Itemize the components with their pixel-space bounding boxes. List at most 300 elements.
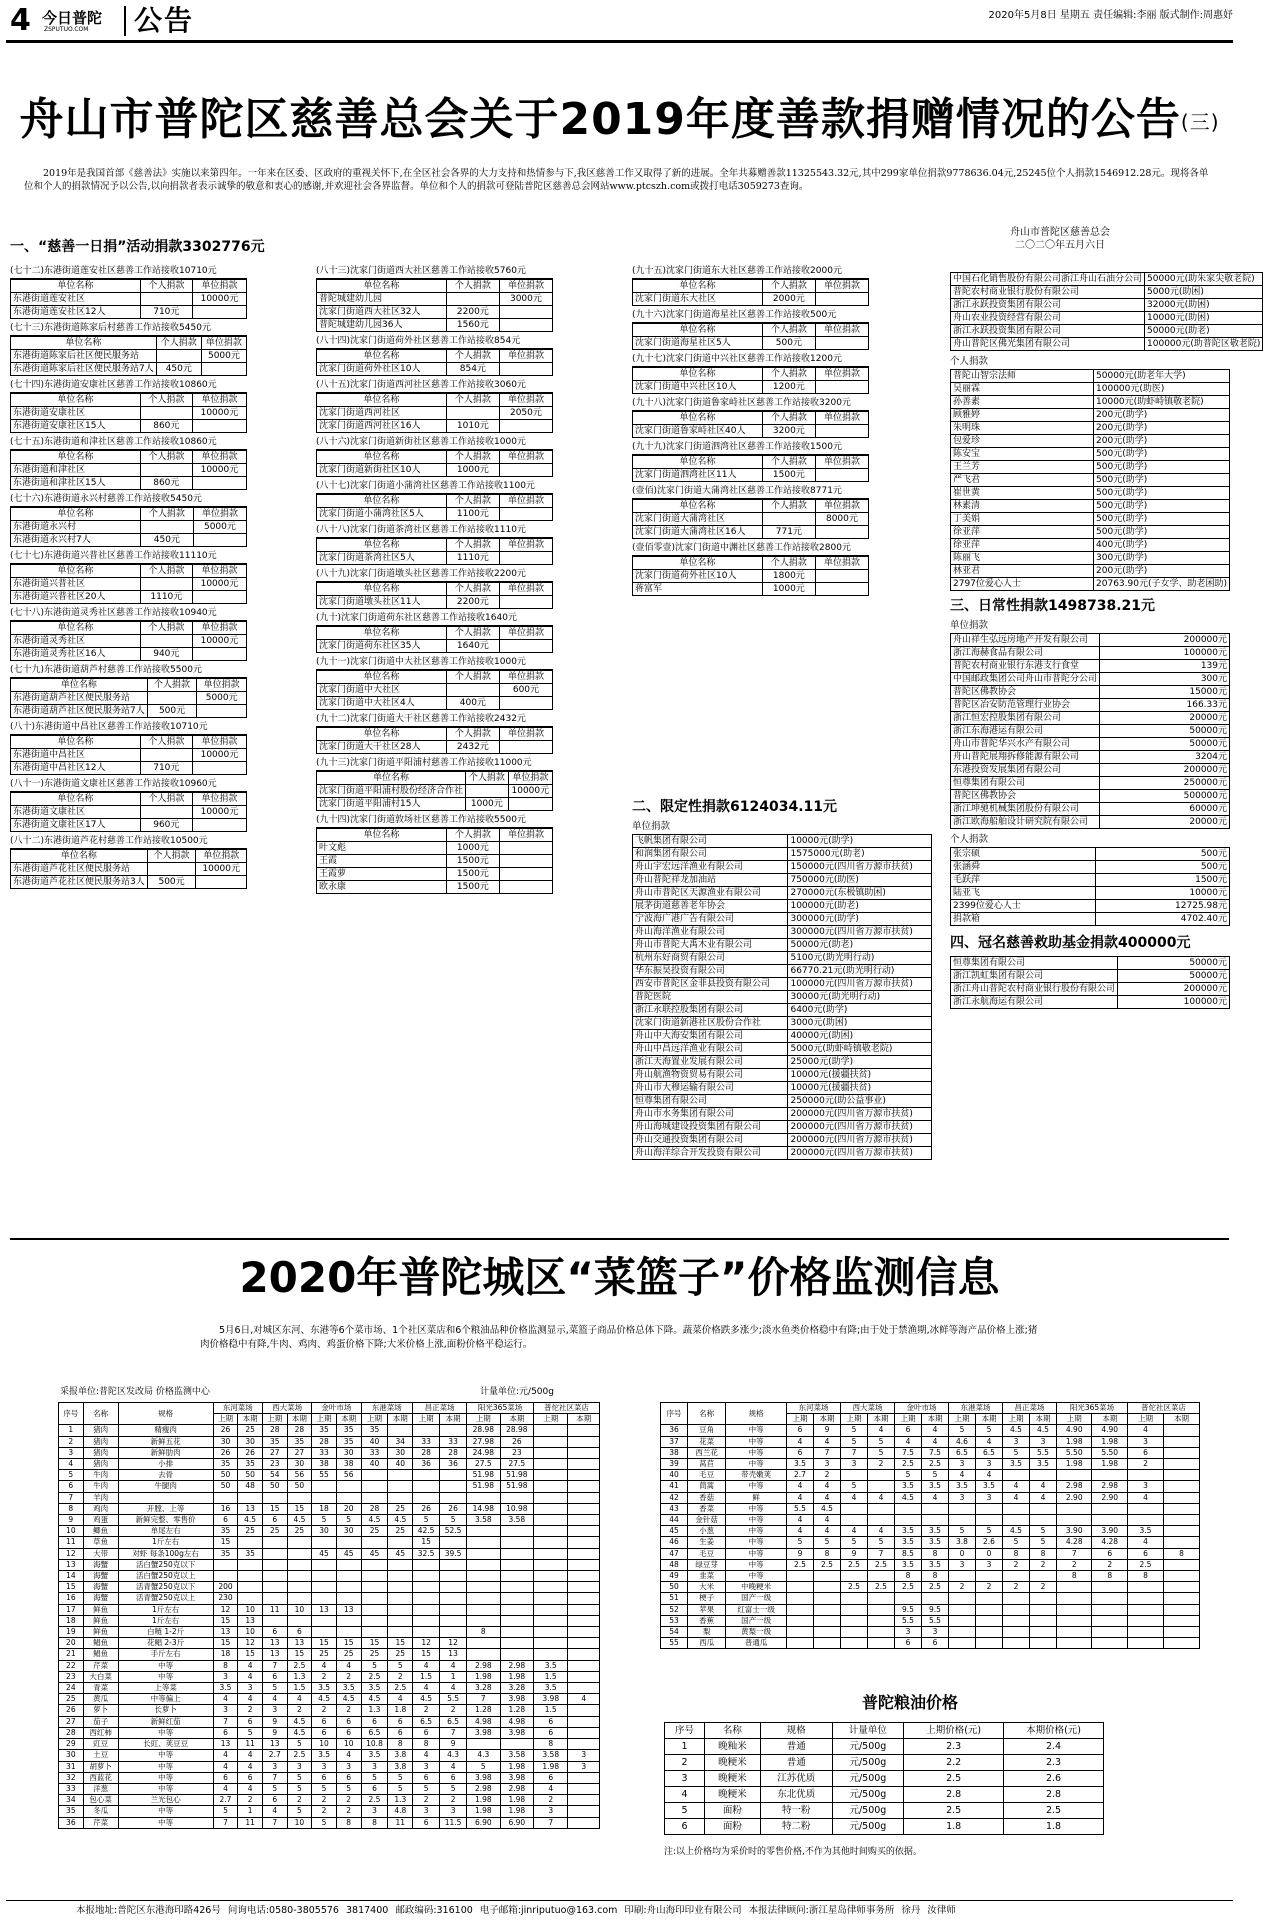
price-cell: 3.5: [895, 1537, 922, 1548]
table-row: [951, 790, 1230, 803]
price-cell: 40: [388, 1459, 413, 1470]
headline-text: 舟山市普陀区慈善总会关于2019年度善款捐赠情况的公告: [19, 94, 1181, 145]
price-cell: 4: [1030, 1481, 1057, 1492]
price-cell: [388, 1627, 413, 1638]
price-cell: 6: [262, 1515, 287, 1526]
row-number: 22: [59, 1660, 84, 1671]
price-cell: 45: [312, 1548, 337, 1559]
price-cell: 18: [312, 1503, 337, 1514]
price-cell: [388, 1425, 413, 1436]
donor-name: 沈家门街道东大社区: [633, 293, 763, 306]
person-amount: [446, 293, 499, 306]
price-cell: [534, 1470, 568, 1481]
price-cell: [949, 1638, 976, 1649]
price-cell: 4: [787, 1436, 814, 1447]
donor-name: 浙江东海港运有限公司: [951, 725, 1100, 738]
item-name: 梗子: [688, 1593, 726, 1604]
table-row: [951, 660, 1230, 673]
price-cell: 4: [213, 1761, 238, 1772]
price-cell: 2.5: [1127, 1559, 1163, 1570]
station-table: [632, 455, 869, 482]
price-cell: 4: [976, 1436, 1003, 1447]
header-unit-donation: 单位捐款: [499, 495, 552, 508]
donor-name: 捐款箱: [951, 913, 1096, 926]
price-cell: 3: [568, 1761, 600, 1772]
price-cell: 26: [238, 1447, 263, 1458]
price-cell: [1030, 1627, 1057, 1638]
unit-amount: [192, 420, 246, 433]
price-cell: [1163, 1425, 1199, 1436]
price-cell: 2.5: [841, 1559, 868, 1570]
row-number: 42: [661, 1492, 688, 1503]
price-cell: 25: [388, 1649, 413, 1660]
price-cell: 3.98: [500, 1772, 534, 1783]
station-header-row: [11, 508, 247, 521]
price-cell: 39.5: [440, 1548, 467, 1559]
item-name: 大白菜: [83, 1671, 118, 1682]
price-cell: 1.3: [388, 1795, 413, 1806]
header-unit-donation: 单位捐款: [815, 280, 868, 293]
price-cell: [868, 1627, 895, 1638]
price-cell: [262, 1593, 287, 1604]
item-grade: 国产一级: [726, 1615, 787, 1626]
item-grade: 中晚粳米: [726, 1582, 787, 1593]
price-cell: [976, 1638, 1003, 1649]
price-cell: [413, 1582, 440, 1593]
item-grade: 1斤左右: [118, 1604, 213, 1615]
item-grade: 中等: [726, 1503, 787, 1514]
table-row: [633, 835, 932, 848]
price-cell: 2: [238, 1795, 263, 1806]
station-table: [316, 494, 553, 521]
price-cell: [413, 1604, 440, 1615]
unit-amount: [499, 881, 552, 894]
price-cell: [814, 1582, 841, 1593]
price-cell: 26: [500, 1436, 534, 1447]
grain-header: 本期价格(元): [1004, 1723, 1104, 1739]
table-row: [59, 1436, 600, 1447]
price-cell: 1.28: [500, 1705, 534, 1716]
price-cell: 2: [413, 1705, 440, 1716]
price-cell: [568, 1481, 600, 1492]
price-cell: 50: [213, 1470, 238, 1481]
donor-name: 沈家门街道墩头社区11人: [317, 596, 447, 609]
donation-column-1: [10, 262, 247, 889]
donor-name: 沈家门街道西河社区16人: [317, 420, 447, 433]
price-cell: [467, 1526, 501, 1537]
price-cell: [336, 1582, 361, 1593]
daily-personal-table: [950, 847, 1230, 926]
row-number: 8: [59, 1503, 84, 1514]
price-cell: 34: [388, 1436, 413, 1447]
price-cell: 15: [213, 1615, 238, 1626]
table-row: [11, 477, 247, 490]
table-row: [951, 673, 1230, 686]
price-cell: 9: [440, 1739, 467, 1750]
table-row: [633, 1043, 932, 1056]
table-row: [951, 552, 1230, 565]
row-number: 55: [661, 1638, 688, 1649]
donor-name: 吴丽霖: [951, 383, 1094, 396]
donor-name: 东港街道中昌社区: [11, 749, 141, 762]
person-amount: 940元: [140, 648, 192, 661]
item-grade: 中等: [726, 1425, 787, 1436]
price-cell: [413, 1470, 440, 1481]
price-cell: 3.5: [1030, 1459, 1057, 1470]
price-cell: 5: [949, 1526, 976, 1537]
table-row: [11, 863, 247, 876]
price-cell: 4: [814, 1481, 841, 1492]
price-cell: 38: [312, 1459, 337, 1470]
donor-name: 舟山市普陀区天源渔业有限公司: [633, 887, 788, 900]
price-cell: [841, 1638, 868, 1649]
price-cell: [568, 1817, 600, 1828]
price-cell: 6: [895, 1638, 922, 1649]
table-row: [59, 1817, 600, 1828]
donor-name: 普陀农村商业银行股份有限公司: [951, 286, 1145, 299]
price-cell: 3: [1030, 1436, 1057, 1447]
donor-name: 浙江海赫食品有限公司: [951, 647, 1100, 660]
row-number: 11: [59, 1537, 84, 1548]
price-cell: 13: [213, 1739, 238, 1750]
price-cell: [568, 1604, 600, 1615]
price-cell: [976, 1615, 1003, 1626]
price-cell: 28: [312, 1436, 337, 1447]
price-cell: [287, 1537, 312, 1548]
price-cell: 28: [361, 1503, 388, 1514]
table-row: [11, 806, 247, 819]
price-cell: 4: [238, 1671, 263, 1682]
station-title: (八十七)沈家门街道小蒲湾社区慈善工作站接收1100元: [316, 480, 553, 494]
price-cell: 45: [361, 1548, 388, 1559]
price-cell: 28.98: [500, 1425, 534, 1436]
donation-amount: 200000元(四川省万源市扶贫): [788, 1108, 932, 1121]
header-person: 个人捐款: [762, 500, 815, 513]
price-cell: [922, 1515, 949, 1526]
station-table: [10, 279, 247, 319]
price-cell: [336, 1481, 361, 1492]
price-cell: [1057, 1515, 1092, 1526]
unit-amount: [192, 648, 246, 661]
row-number: 41: [661, 1481, 688, 1492]
prev-header: 上期: [1057, 1414, 1092, 1425]
price-cell: 2: [976, 1582, 1003, 1593]
item-name: 毛豆: [688, 1470, 726, 1481]
price-cell: 28: [262, 1425, 287, 1436]
price-cell: 30: [213, 1436, 238, 1447]
price-cell: 3.5: [922, 1559, 949, 1570]
price-cell: [787, 1582, 814, 1593]
table-row: [951, 526, 1230, 539]
price-cell: [1092, 1515, 1128, 1526]
price-cell: 8: [1092, 1571, 1128, 1582]
price-cell: [238, 1571, 263, 1582]
price-cell: 8: [361, 1817, 388, 1828]
price-cell: [287, 1492, 312, 1503]
item-grade: 鲜: [726, 1492, 787, 1503]
price-cell: 5: [841, 1425, 868, 1436]
donation-amount: 5000元(助困): [1145, 286, 1263, 299]
price-cell: [922, 1593, 949, 1604]
donor-name: 东港街道陈家后社区便民服务站7人: [11, 363, 157, 376]
price-cell: 3.5: [922, 1481, 949, 1492]
price-cell: [1092, 1604, 1128, 1615]
price-cell: 6.5: [413, 1716, 440, 1727]
price-cell: [568, 1716, 600, 1727]
newspaper-logo: 今日普陀: [42, 9, 103, 27]
price-cell: 51.98: [500, 1470, 534, 1481]
grain-cell: 晚籼米: [705, 1739, 761, 1755]
header-person: 个人捐款: [762, 324, 815, 337]
price-header: 规格: [726, 1403, 787, 1425]
person-amount: 1640元: [446, 640, 499, 653]
header-unit-donation: 单位捐款: [815, 324, 868, 337]
price-header: 名称: [688, 1403, 726, 1425]
price-cell: [868, 1503, 895, 1514]
header-unit-donation: 单位捐款: [192, 394, 246, 407]
price-cell: 6: [922, 1638, 949, 1649]
person-amount: 1560元: [446, 319, 499, 332]
price-cell: 11: [388, 1817, 413, 1828]
table-row: [951, 286, 1263, 299]
price-cell: [312, 1571, 337, 1582]
grain-cell: 2.5: [1004, 1803, 1104, 1819]
item-name: 猪肉: [83, 1425, 118, 1436]
prev-header: 上期: [361, 1414, 388, 1425]
section-2-title: 二、限定性捐款6124034.11元: [632, 799, 837, 815]
donation-amount: 5000元(助虾峙镇敬老院): [788, 1043, 932, 1056]
price-cell: 4: [238, 1660, 263, 1671]
table-row: [633, 1069, 932, 1082]
row-number: 34: [59, 1795, 84, 1806]
price-cell: [388, 1604, 413, 1615]
price-cell: 2: [336, 1795, 361, 1806]
price-cell: 4: [787, 1526, 814, 1537]
price-cell: 13: [262, 1739, 287, 1750]
price-cell: 3: [976, 1459, 1003, 1470]
price-cell: [500, 1615, 534, 1626]
price-cell: 3.5: [922, 1537, 949, 1548]
unit-amount: [192, 306, 246, 319]
table-row: [633, 913, 932, 926]
header-unit-donation: 单位捐款: [499, 451, 552, 464]
price-cell: 3: [336, 1761, 361, 1772]
price-cell: 33: [361, 1447, 388, 1458]
donor-name: 沈家门街道荷东社区35人: [317, 640, 447, 653]
donation-amount: 6400元(助学): [788, 1004, 932, 1017]
market-header: 昌正菜场: [413, 1403, 467, 1414]
person-amount: 1500元: [446, 881, 499, 894]
table-row: [317, 407, 553, 420]
donation-amount: 20763.90元(子女学、助老困助): [1094, 578, 1230, 591]
header-unit-donation: 单位捐款: [499, 350, 552, 363]
header-person: 个人捐款: [446, 829, 499, 842]
price-cell: 1.8: [388, 1705, 413, 1716]
table-row: [11, 648, 247, 661]
price-cell: 9.5: [895, 1604, 922, 1615]
price-cell: 5: [287, 1806, 312, 1817]
header-unit: 单位名称: [633, 557, 763, 570]
price-cell: [841, 1470, 868, 1481]
price-cell: 35: [238, 1548, 263, 1559]
price-cell: 200: [213, 1582, 238, 1593]
price-cell: 2: [312, 1795, 337, 1806]
price-cell: 4: [440, 1683, 467, 1694]
donation-amount: 250000元: [1100, 777, 1230, 790]
person-amount: 1800元: [762, 570, 815, 583]
station-title: (七十六)东港街道永兴村慈善工作站接收5450元: [10, 493, 247, 507]
item-name: 猪肉: [83, 1459, 118, 1470]
price-cell: 2.98: [1092, 1481, 1128, 1492]
cur-header: 本期: [1030, 1414, 1057, 1425]
price-cell: 2.98: [467, 1660, 501, 1671]
item-name: 鲜鱼: [83, 1604, 118, 1615]
price-cell: 8: [1003, 1548, 1030, 1559]
price-cell: 4: [336, 1750, 361, 1761]
table-row: [11, 749, 247, 762]
item-name: 西红柿: [83, 1727, 118, 1738]
header-unit: 单位名称: [317, 280, 447, 293]
masthead: [6, 4, 1233, 38]
station-header-row: [11, 337, 247, 350]
price-cell: [568, 1806, 600, 1817]
item-grade: 新鲜五花: [118, 1436, 213, 1447]
donor-name: 舟山普陀展翔拆修能源有限公司: [951, 751, 1100, 764]
header-person: 个人捐款: [140, 565, 192, 578]
price-cell: 4: [262, 1806, 287, 1817]
price-cell: [1003, 1593, 1030, 1604]
header-unit-donation: 单位捐款: [192, 736, 246, 749]
price-cell: [976, 1503, 1003, 1514]
item-name: 芹菜: [83, 1660, 118, 1671]
table-row: [59, 1795, 600, 1806]
table-row: [633, 965, 932, 978]
donor-name: 陆亚飞: [951, 887, 1096, 900]
price-cell: [238, 1537, 263, 1548]
donor-name: 舟山航渔物资贸易有限公司: [633, 1069, 788, 1082]
unit-amount: [499, 842, 552, 855]
market-header: 西大菜场: [262, 1403, 311, 1414]
donor-name: 东港街道永兴村: [11, 521, 141, 534]
price-cell: 4.5: [312, 1694, 337, 1705]
price-cell: [361, 1470, 388, 1481]
header-unit: 单位名称: [317, 772, 466, 785]
price-cell: 20: [336, 1503, 361, 1514]
price-cell: 4: [1127, 1425, 1163, 1436]
price-cell: 5: [312, 1783, 337, 1794]
donation-amount: 500元(助学): [1094, 474, 1230, 487]
price-cell: [568, 1795, 600, 1806]
donation-amount: 10000元(助学): [788, 835, 932, 848]
table-row: [59, 1459, 600, 1470]
price-cell: [949, 1627, 976, 1638]
price-cell: 4: [814, 1436, 841, 1447]
item-grade: 中等: [726, 1447, 787, 1458]
price-cell: [1057, 1615, 1092, 1626]
table-row: [317, 881, 553, 894]
price-cell: 30: [388, 1447, 413, 1458]
unit-amount: [499, 508, 552, 521]
donor-name: 浙江天海置业发展有限公司: [633, 1056, 788, 1069]
donation-amount: 500000元: [1100, 790, 1230, 803]
grain-header-row: [665, 1723, 1104, 1739]
price-cell: [500, 1627, 534, 1638]
table-row: [661, 1470, 1200, 1481]
table-row: [951, 370, 1230, 383]
donation-amount: 50000元(助朱家尖敬老院): [1145, 273, 1263, 286]
donor-name: 舟山农业投资经营有限公司: [951, 312, 1145, 325]
price-cell: [949, 1593, 976, 1604]
item-grade: 花鲳 2-3斤: [118, 1638, 213, 1649]
item-grade: 中等: [118, 1772, 213, 1783]
donor-name: 东港街道兴普社区20人: [11, 591, 141, 604]
price-cell: 4: [1127, 1537, 1163, 1548]
price-cell: [1092, 1503, 1128, 1514]
price-cell: [500, 1548, 534, 1559]
table-row: [59, 1772, 600, 1783]
price-cell: [568, 1537, 600, 1548]
price-cell: 4: [213, 1783, 238, 1794]
item-name: 豆角: [688, 1425, 726, 1436]
price-cell: 5: [467, 1761, 501, 1772]
price-cell: 4: [1003, 1481, 1030, 1492]
person-amount: 450元: [140, 534, 193, 547]
station-table: [632, 279, 869, 306]
donor-name: 沈家门街道鲁家峙社区40人: [633, 425, 763, 438]
item-grade: 中等: [118, 1727, 213, 1738]
price-cell: 3.28: [500, 1683, 534, 1694]
price-cell: 3: [568, 1750, 600, 1761]
header-person: 个人捐款: [140, 793, 192, 806]
price-cell: 3.5: [922, 1526, 949, 1537]
price-cell: 5.5: [922, 1615, 949, 1626]
price-cell: 4.6: [949, 1436, 976, 1447]
price-cell: 12: [213, 1604, 238, 1615]
table-row: [59, 1582, 600, 1593]
grain-cell: 2.5: [904, 1771, 1004, 1787]
price-cell: [440, 1593, 467, 1604]
price-cell: 3.58: [534, 1750, 568, 1761]
price-cell: 12: [413, 1638, 440, 1649]
table-row: [633, 469, 869, 482]
table-row: [633, 887, 932, 900]
person-amount: 710元: [140, 306, 192, 319]
price-cell: 4: [238, 1761, 263, 1772]
price-cell: [413, 1492, 440, 1503]
price-cell: 2.5: [287, 1660, 312, 1671]
price-cell: [440, 1481, 467, 1492]
station-title: (七十二)东港街道莲安社区慈善工作站接收10710元: [10, 265, 247, 279]
row-number: 51: [661, 1593, 688, 1604]
donor-name: 东港街道安康社区15人: [11, 420, 141, 433]
price-cell: 230: [213, 1593, 238, 1604]
unit-amount: [192, 477, 246, 490]
price-cell: 25: [361, 1526, 388, 1537]
donor-name: 王霞萝: [317, 868, 447, 881]
price-cell: 35: [361, 1425, 388, 1436]
donation-amount: 10000元(援疆扶贫): [788, 1082, 932, 1095]
price-cell: [868, 1515, 895, 1526]
item-grade: 上等菜: [118, 1683, 213, 1694]
row-number: 24: [59, 1683, 84, 1694]
item-name: 绿豆芽: [688, 1559, 726, 1570]
table-row: [951, 513, 1230, 526]
item-grade: 开膛、上等: [118, 1503, 213, 1514]
price-cell: 35: [312, 1425, 337, 1436]
station-header-row: [633, 412, 869, 425]
person-amount: [762, 513, 815, 526]
price-cell: [534, 1559, 568, 1570]
